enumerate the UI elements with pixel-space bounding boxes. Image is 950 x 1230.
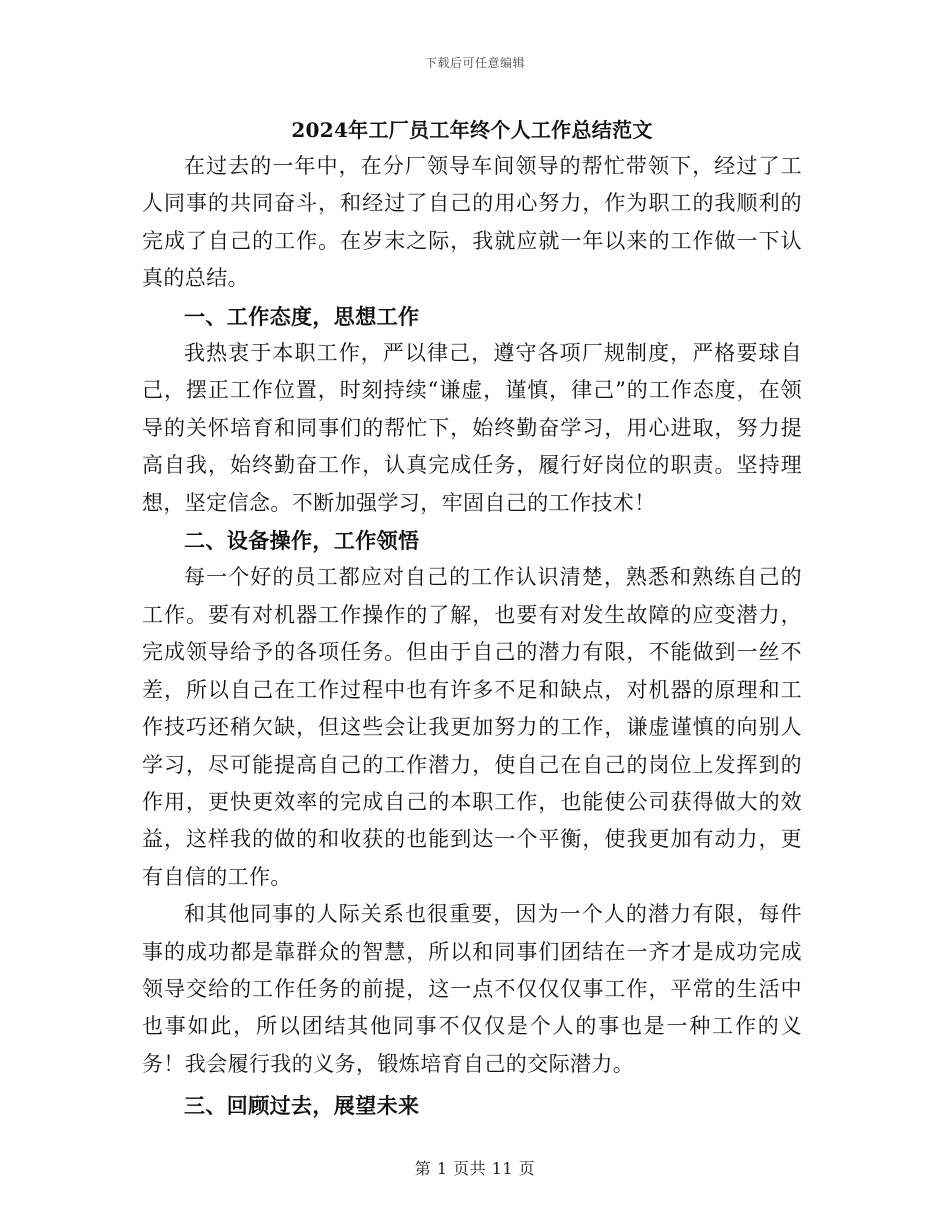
section-2-paragraph-2: 和其他同事的人际关系也很重要，因为一个人的潜力有限，每件事的成功都是靠群众的智慧，所以和同事们团结在一齐才是成功完成领导交给的工作任务的前提，这一点不仅仅仅事工作，平常的生活中也事如此，所以团结其他同事不仅仅是个人的事也是一种工作的义务！我会履行我的义务，锻炼培育自己的交际潜力。 [142, 902, 802, 1076]
section-heading-3: 三、回顾过去，展望未来 [184, 1093, 420, 1119]
section-heading-1: 一、工作态度，思想工作 [184, 303, 420, 329]
page-number: 第 1 页共 11 页 [414, 1159, 536, 1178]
section-1-paragraph-1: 我热衷于本职工作，严以律己，遵守各项厂规制度，严格要球自己，摆正工作位置，时刻持续“谦虚，谨慎，律己”的工作态度，在领导的关怀培育和同事们的帮忙下，始终勤奋学习，用心进取，努力提高自我，始终勤奋工作，认真完成任务，履行好岗位的职责。坚持理想，坚定信念。不断加强学习，牢固自己的工作技术！ [142, 341, 802, 515]
section-2-paragraph-1: 每一个好的员工都应对自己的工作认识清楚，熟悉和熟练自己的工作。要有对机器工作操作的了解，也要有对发生故障的应变潜力，完成领导给予的各项任务。但由于自己的潜力有限，不能做到一丝不差，所以自己在工作过程中也有许多不足和缺点，对机器的原理和工作技巧还稍欠缺，但这些会让我更加努力的工作，谦虚谨慎的向别人学习，尽可能提高自己的工作潜力，使自己在自己的岗位上发挥到的作用，更快更效率的完成自己的本职工作，也能使公司获得做大的效益，这样我的做的和收获的也能到达一个平衡，使我更加有动力，更有自信的工作。 [142, 565, 802, 889]
header-note: 下载后可任意编辑 [424, 56, 525, 70]
document-body [142, 112, 802, 1125]
intro-paragraph: 在过去的一年中，在分厂领导车间领导的帮忙带领下，经过了工人同事的共同奋斗，和经过了自己的用心努力，作为职工的我顺利的完成了自己的工作。在岁末之际，我就应就一年以来的工作做一下认真的总结。 [142, 154, 802, 291]
document-title: 2024年工厂员工年终个人工作总结范文 [291, 118, 653, 142]
section-heading-2: 二、设备操作，工作领悟 [184, 528, 420, 554]
